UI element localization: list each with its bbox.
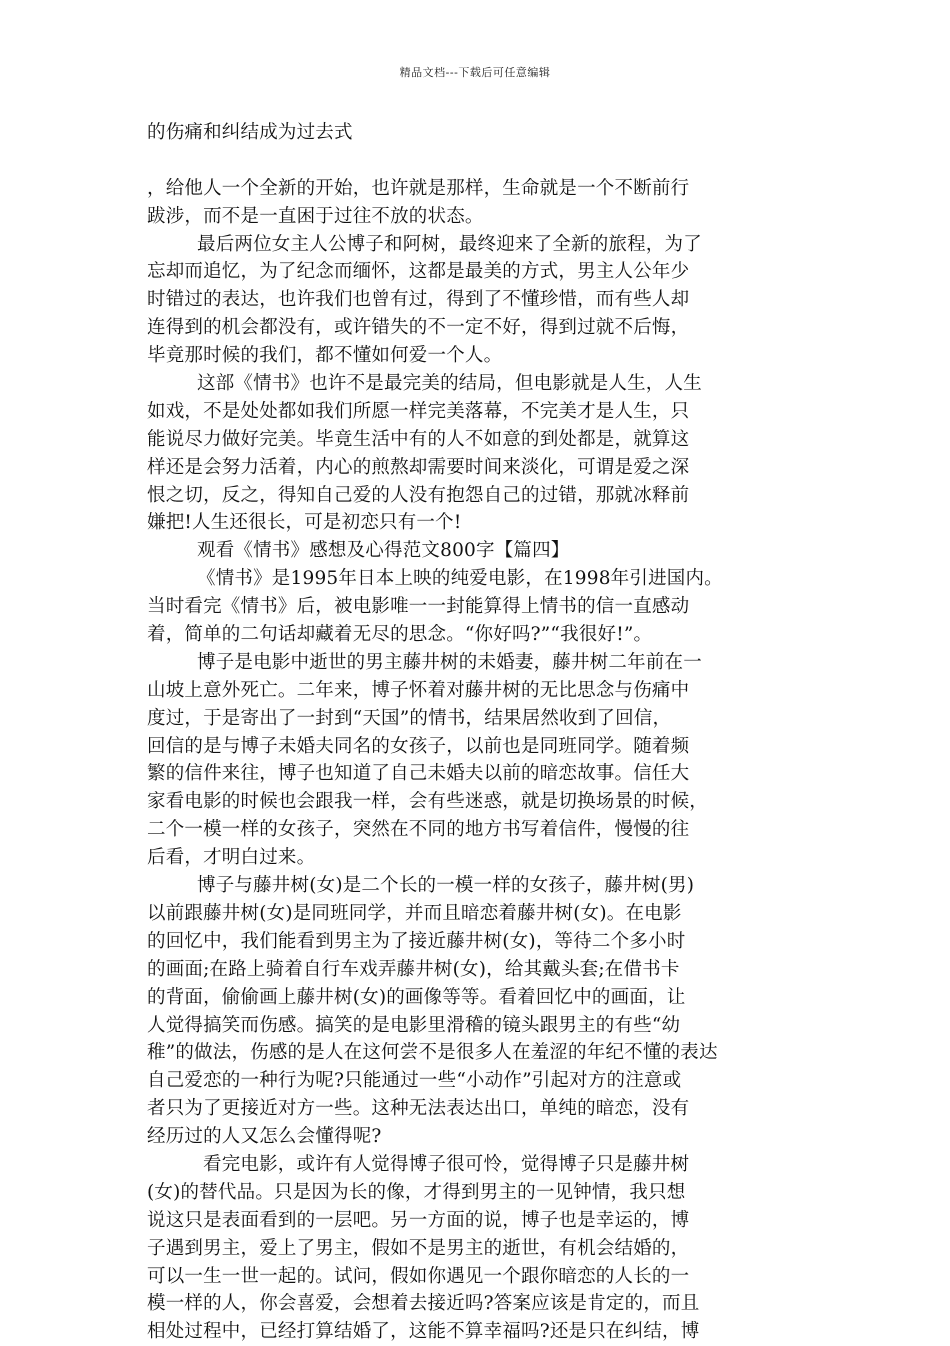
text-line: 最后两位女主人公博子和阿树，最终迎来了全新的旅程，为了 (197, 233, 702, 255)
text-line: 后看，才明白过来。 (147, 847, 316, 869)
section-heading: 观看《情书》感想及心得范文800字【篇四】 (197, 540, 570, 562)
text-line: 的回忆中，我们能看到男主为了接近藤井树(女)，等待二个多小时 (147, 930, 686, 952)
text-line: 的背面，偷偷画上藤井树(女)的画像等等。看着回忆中的画面，让 (147, 986, 686, 1008)
text-line: 山坡上意外死亡。二年来，博子怀着对藤井树的无比思念与伤痛中 (147, 679, 690, 701)
text-line: 人觉得搞笑而伤感。搞笑的是电影里滑稽的镜头跟男主的有些“幼 (147, 1014, 681, 1036)
text-line: 着，简单的二句话却藏着无尽的思念。“你好吗?”“我很好!”。 (147, 624, 653, 646)
text-line: ，给他人一个全新的开始，也许就是那样，生命就是一个不断前行 (147, 177, 690, 199)
text-line: 度过，于是寄出了一封到“天国”的情书，结果居然收到了回信， (147, 707, 672, 729)
text-line: 博子与藤井树(女)是二个长的一模一样的女孩子，藤井树(男) (197, 875, 695, 897)
text-line: 繁的信件来往，博子也知道了自己未婚夫以前的暗恋故事。信任大 (147, 763, 690, 785)
text-line: 以前跟藤井树(女)是同班同学，并而且暗恋着藤井树(女)。在电影 (147, 902, 682, 924)
text-line: 者只为了更接近对方一些。这种无法表达出口，单纯的暗恋，没有 (147, 1098, 690, 1120)
text-line: 时错过的表达，也许我们也曾有过，得到了不懂珍惜，而有些人却 (147, 289, 690, 311)
text-line: 自己爱恋的一种行为呢?只能通过一些“小动作”引起对方的注意或 (147, 1070, 682, 1092)
text-line: 恨之切，反之，得知自己爱的人没有抱怨自己的过错，那就冰释前 (147, 484, 690, 506)
text-line: (女)的替代品。只是因为长的像，才得到男主的一见钟情，我只想 (147, 1181, 686, 1203)
text-line: 二个一模一样的女孩子，突然在不同的地方书写着信件，慢慢的往 (147, 819, 690, 841)
text-line: 经历过的人又怎么会懂得呢? (147, 1126, 382, 1148)
text-line: 这部《情书》也许不是最完美的结局，但电影就是人生，人生 (197, 373, 702, 395)
text-line: 样还是会努力活着，内心的煎熬却需要时间来淡化，可谓是爱之深 (147, 456, 690, 478)
text-line: 相处过程中，已经打算结婚了，这能不算幸福吗?还是只在纠结，博 (147, 1321, 700, 1343)
text-line: 忘却而追忆，为了纪念而缅怀，这都是最美的方式，男主人公年少 (147, 261, 690, 283)
text-line: 的画面;在路上骑着自行车戏弄藤井树(女)，给其戴头套;在借书卡 (147, 958, 680, 980)
text-line: 连得到的机会都没有，或许错失的不一定不好，得到过就不后悔， (147, 317, 690, 339)
text-line: 看完电影，或许有人觉得博子很可怜，觉得博子只是藤井树 (203, 1153, 690, 1175)
text-line: 回信的是与博子未婚夫同名的女孩子，以前也是同班同学。随着频 (147, 735, 690, 757)
text-line: 的伤痛和纠结成为过去式 (147, 122, 353, 143)
text-line: 博子是电影中逝世的男主藤井树的未婚妻，藤井树二年前在一 (197, 651, 702, 673)
text-line: 子遇到男主，爱上了男主，假如不是男主的逝世，有机会结婚的， (147, 1237, 690, 1259)
document-body (147, 119, 807, 1346)
text-line: 稚”的做法，伤感的是人在这何尝不是很多人在羞涩的年纪不懂的表达 (147, 1042, 718, 1064)
text-line: 家看电影的时候也会跟我一样，会有些迷惑，就是切换场景的时候， (147, 791, 709, 813)
text-line: 能说尽力做好完美。毕竟生活中有的人不如意的到处都是，就算这 (147, 428, 690, 450)
text-line: 跋涉，而不是一直困于过往不放的状态。 (147, 205, 484, 227)
text-line: 说这只是表面看到的一层吧。另一方面的说，博子也是幸运的，博 (147, 1209, 690, 1231)
blank-line (147, 147, 807, 175)
page-header: 精品文档---下载后可任意编辑 (399, 66, 551, 79)
text-line: 嫌把!人生还很长，可是初恋只有一个! (147, 512, 462, 534)
text-line: 如戏，不是处处都如我们所愿一样完美落幕，不完美才是人生，只 (147, 400, 690, 422)
text-line: 毕竟那时候的我们，都不懂如何爱一个人。 (147, 345, 503, 367)
text-line: 当时看完《情书》后，被电影唯一一封能算得上情书的信一直感动 (147, 596, 690, 618)
text-line: 模一样的人，你会喜爱，会想着去接近吗?答案应该是肯定的，而且 (147, 1293, 700, 1315)
text-line: 《情书》是1995年日本上映的纯爱电影，在1998年引进国内。 (197, 568, 723, 590)
text-line: 可以一生一世一起的。试问，假如你遇见一个跟你暗恋的人长的一 (147, 1265, 690, 1287)
